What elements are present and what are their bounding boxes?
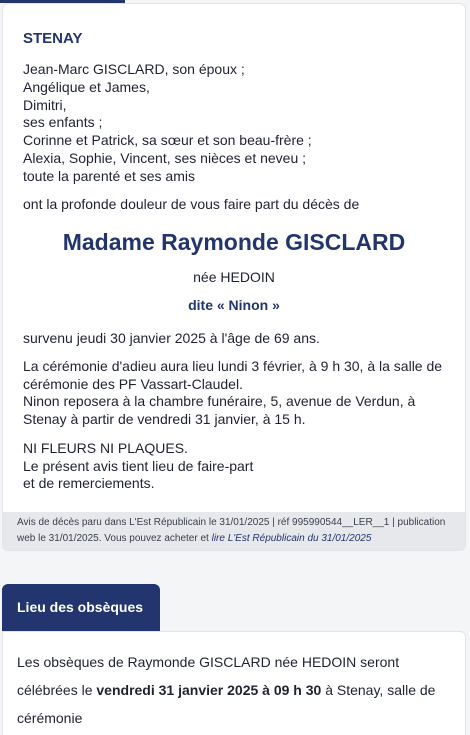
deceased-name: Madame Raymonde GISCLARD — [62, 229, 406, 255]
maiden-name: née HEDOIN — [193, 269, 275, 285]
funeral-text-end: à Stenay, salle de cérémonie — [17, 682, 436, 726]
town-heading: STENAY — [23, 30, 83, 47]
family-line: toute la parenté et ses amis — [23, 167, 195, 184]
publication-footnote — [3, 512, 465, 551]
family-line: Angélique et James, — [23, 78, 150, 95]
funeral-text — [17, 648, 453, 732]
closing-notes — [23, 440, 253, 493]
closing-line: et de remerciements. — [23, 475, 155, 492]
footnote-text: Avis de décès paru dans L'Est Républicain le 31/01/2025 | réf 995990544__LER__1 | publication web le 31/01/2025. Vous pouvez acheter et — [17, 517, 446, 544]
family-line: Dimitri, — [23, 96, 67, 113]
family-list — [23, 61, 312, 186]
funeral-info-card — [2, 631, 466, 735]
funeral-date: vendredi 31 janvier 2025 à 09 h 30 — [96, 682, 322, 698]
closing-line: Le présent avis tient lieu de faire-part — [23, 457, 254, 474]
tab-funeral-location[interactable]: Lieu des obsèques — [2, 584, 160, 632]
ceremony-line: La cérémonie d'adieu aura lieu lundi 3 février, à 9 h 30, à la salle de cérémonie des PF Vassart-Claudel. — [23, 358, 443, 392]
closing-line: NI FLEURS NI PLAQUES. — [23, 440, 188, 456]
newspaper-link[interactable]: lire L'Est Républicain du 31/01/2025 — [211, 533, 372, 544]
nickname: dite « Ninon » — [188, 297, 280, 313]
death-details: survenu jeudi 30 janvier 2025 à l'âge de 69 ans. — [23, 330, 320, 346]
ceremony-details — [23, 358, 453, 428]
obituary-card — [2, 3, 466, 551]
family-line: Alexia, Sophie, Vincent, ses nièces et neveu ; — [23, 149, 307, 166]
family-line: Jean-Marc GISCLARD, son époux ; — [23, 61, 245, 77]
family-line: ses enfants ; — [23, 114, 103, 131]
funeral-text-start: Les obsèques de Raymonde GISCLARD née HEDOIN seront célébrées le — [17, 654, 400, 698]
announcement-intro: ont la profonde douleur de vous faire part du décès de — [23, 196, 360, 212]
rest-line: Ninon reposera à la chambre funéraire, 5, avenue de Verdun, à Stenay à partir de vendredi 31 janvier, à 15 h. — [23, 393, 416, 427]
family-line: Corinne et Patrick, sa sœur et son beau-frère ; — [23, 132, 312, 149]
